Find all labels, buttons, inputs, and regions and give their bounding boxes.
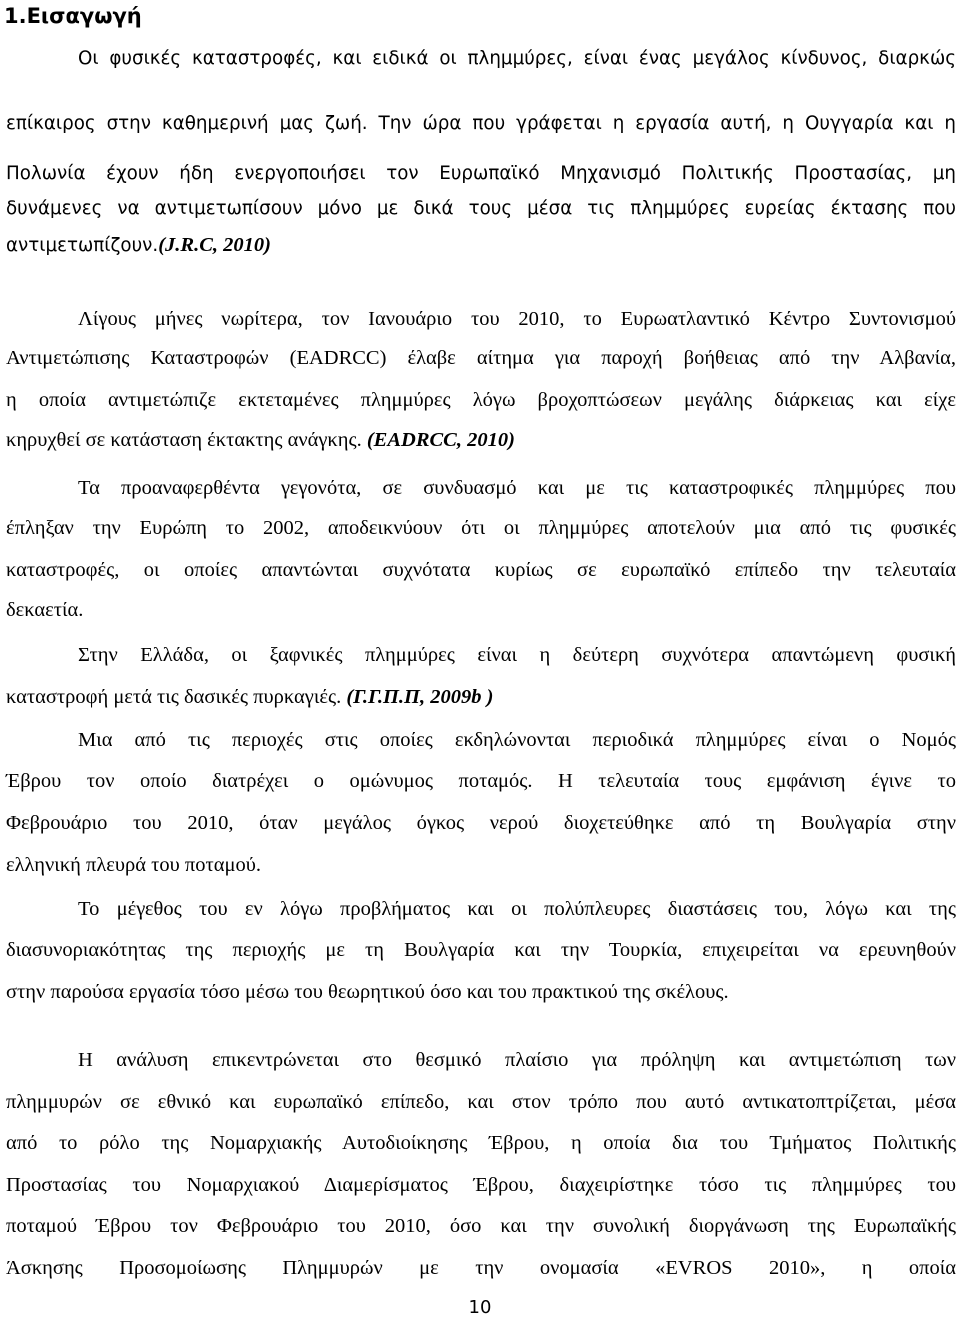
- line-text: κηρυχθεί σε κατάσταση έκτακτης ανάγκης.: [6, 429, 362, 451]
- paragraph-line: έπληξαν την Ευρώπη το 2002, αποδεικνύουν ότι οι πλημμύρες αποτελούν μια από τις φυσικές: [6, 517, 956, 539]
- page-number: 10: [468, 1297, 492, 1318]
- paragraph-line: [6, 232, 956, 259]
- paragraph-line: Προστασίας του Νομαρχιακού Διαμερίσματος Έβρου, διαχειρίστηκε τόσο τις πλημμύρες του: [6, 1174, 956, 1196]
- paragraph-line: Η ανάλυση επικεντρώνεται στο θεσμικό πλαίσιο για πρόληψη και αντιμετώπιση των: [78, 1049, 956, 1071]
- line-text: αντιμετωπίζουν.: [6, 235, 159, 256]
- paragraph-line: [6, 427, 956, 453]
- paragraph-line: Μια από τις περιοχές στις οποίες εκδηλώνονται περιοδικά πλημμύρες είναι ο Νομός: [78, 729, 956, 751]
- paragraph-line: δυνάμενες να αντιμετωπίσουν μόνο με δικά τους μέσα τις πλημμύρες ευρείας έκτασης που: [6, 198, 956, 219]
- paragraph-line: Οι φυσικές καταστροφές, και ειδικά οι πλημμύρες, είναι ένας μεγάλος κίνδυνος, διαρκώς: [78, 48, 956, 69]
- paragraph-line: Πολωνία έχουν ήδη ενεργοποιήσει τον Ευρωπαϊκό Μηχανισμό Πολιτικής Προστασίας, μη: [6, 163, 956, 184]
- paragraph-line: διασυνοριακότητας της περιοχής με τη Βουλγαρία και την Τουρκία, επιχειρείται να ερευνηθούν: [6, 939, 956, 961]
- paragraph-line: πλημμυρών σε εθνικό και ευρωπαϊκό επίπεδο, και στον τρόπο που αυτό αντικατοπτρίζεται, μέσα: [6, 1091, 956, 1113]
- citation: (EADRCC, 2010): [366, 429, 515, 451]
- paragraph-line: ελληνική πλευρά του ποταμού.: [6, 854, 261, 876]
- line-text: καταστροφή μετά τις δασικές πυρκαγιές.: [6, 686, 342, 708]
- paragraph-line: Λίγους μήνες νωρίτερα, τον Ιανουάριο του 2010, το Ευρωατλαντικό Κέντρο Συντονισμού: [78, 308, 956, 330]
- paragraph-line: επίκαιρος στην καθημερινή μας ζωή. Την ώρα που γράφεται η εργασία αυτή, η Ουγγαρία και η: [6, 113, 956, 134]
- paragraph-line: Τα προαναφερθέντα γεγονότα, σε συνδυασμό και με τις καταστροφικές πλημμύρες που: [78, 477, 956, 499]
- paragraph-line: Έβρου τον οποίο διατρέχει ο ομώνυμος ποταμός. Η τελευταία τους εμφάνιση έγινε το: [6, 770, 956, 792]
- paragraph-line: καταστροφές, οι οποίες απαντώνται συχνότατα κυρίως σε ευρωπαϊκό επίπεδο την τελευταία: [6, 559, 956, 581]
- paragraph-line: ποταμού Έβρου τον Φεβρουάριο του 2010, όσο και την συνολική διοργάνωση της Ευρωπαϊκής: [6, 1215, 956, 1237]
- citation: (J.R.C, 2010): [158, 234, 271, 256]
- paragraph-line: από το ρόλο της Νομαρχιακής Αυτοδιοίκησης Έβρου, η οποία δια του Τμήματος Πολιτικής: [6, 1132, 956, 1154]
- paragraph-line: δεκαετία.: [6, 599, 84, 621]
- section-heading: 1.Εισαγωγή: [4, 4, 142, 28]
- paragraph-line: Φεβρουάριο του 2010, όταν μεγάλος όγκος νερού διοχετεύθηκε από τη Βουλγαρία στην: [6, 812, 956, 834]
- citation: (Γ.Γ.Π.Π, 2009b ): [346, 686, 494, 708]
- paragraph-line: Το μέγεθος του εν λόγω προβλήματος και οι πολύπλευρες διαστάσεις του, λόγω και της: [78, 898, 956, 920]
- paragraph-line: στην παρούσα εργασία τόσο μέσω του θεωρητικού όσο και του πρακτικού της σκέλους.: [6, 981, 729, 1003]
- paragraph-line: Άσκησης Προσομοίωσης Πλημμυρών με την ονομασία «EVROS 2010», η οποία: [6, 1257, 956, 1279]
- paragraph-line: Στην Ελλάδα, οι ξαφνικές πλημμύρες είναι η δεύτερη συχνότερα απαντώμενη φυσική: [78, 644, 956, 666]
- paragraph-line: η οποία αντιμετώπιζε εκτεταμένες πλημμύρες λόγω βροχοπτώσεων μεγάλης διάρκειας και είχε: [6, 389, 956, 411]
- paragraph-line: Αντιμετώπισης Καταστροφών (EADRCC) έλαβε αίτημα για παροχή βοήθειας από την Αλβανία,: [6, 347, 956, 369]
- paragraph-line: [6, 684, 956, 710]
